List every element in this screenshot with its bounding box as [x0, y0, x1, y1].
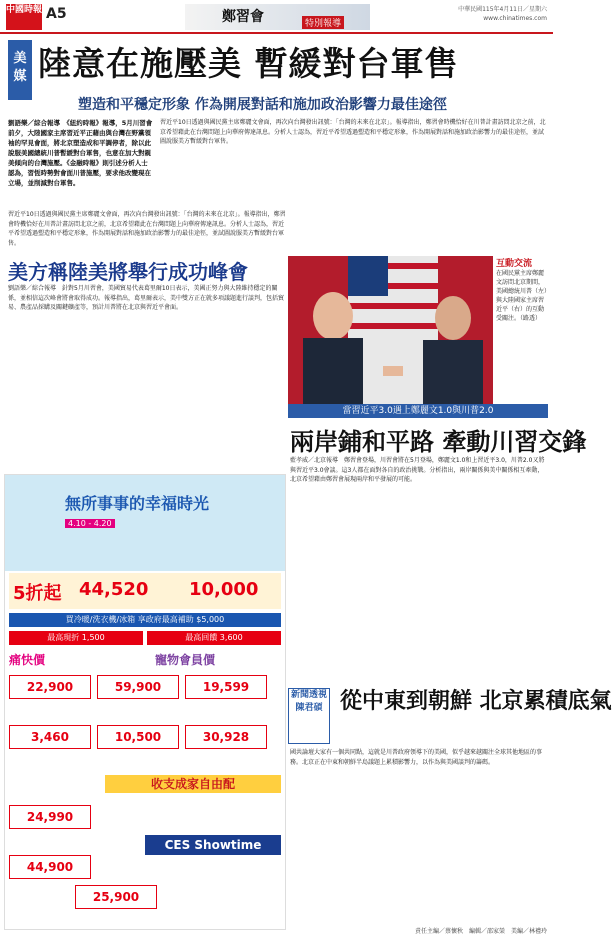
article3-body: 藍孝威／北京報導 鄭習會登場，川習會將在5月登場，鄭麗文1.0和上習近平3.0，川普2.0又將與習近平3.0會談。這3人都在面對各自的政治挑戰。分析指出，兩岸關係與美中關係相互牽動，北京希望藉由鄭習會展現兩岸和平發展的可能。 [290, 457, 545, 484]
ad-dates: 4.10 - 4.20 [65, 519, 115, 528]
ad-price-tag: 30,928 [185, 725, 267, 749]
date-line: 中華民國115年4月11日／星期六 www.chinatimes.com [458, 6, 547, 22]
ad-subsidy-banner: 買冷暖/洗衣機/冰箱 享政府最高補助 $5,000 [9, 613, 281, 627]
article4-body: 國共論壇大家有一個共同點，這就是川普政府領導下的美國，似乎越來越關注全球其他地區的事務。北京正在中東和朝鮮半島議題上累積影響力，以作為與美國談判的籌碼。 [290, 749, 543, 766]
article3-headline: 兩岸鋪和平路 牽動川習交鋒 [290, 428, 587, 456]
ad-price-tag: 59,900 [97, 675, 179, 699]
column-author: 陳君碩 [295, 703, 323, 713]
ad-section-2: 寵物會員價 [155, 653, 216, 667]
article4-headline: 從中東到朝鮮 北京累積底氣 [340, 689, 612, 714]
ad-price-tag: 24,990 [9, 805, 91, 829]
news-photo [288, 256, 493, 404]
section-subtitle: 特別報導 [302, 16, 344, 29]
page-code: A5 [46, 6, 67, 22]
photo-caption-bar: 當習近平3.0遇上鄭麗文1.0與川普2.0 [288, 404, 548, 418]
article-lede: 劉語樂／綜合報導 《紐約時報》報導，5月川習會前夕，大陸國家主席習近平正藉由與台灣在野黨領袖的罕見會面，將北京塑造成和平調停者，除以此說服美國總統川普暫緩對台軍售，也意在加大對親美傾向的台灣施壓。《金融時報》則引述分析人士認為，習恆時勢對會面川普施壓，要求他改變現在立場，並削減對台軍售。 [8, 119, 153, 187]
ad-brand: CES Showtime [145, 835, 281, 855]
ad-hero [5, 475, 285, 571]
main-headline: 陸意在施壓美 暫緩對台軍售 [38, 44, 459, 83]
ad-price-tag: 44,900 [9, 855, 91, 879]
photo-sidebar-caption: 在國民黨主席鄭麗文訪問北京期間，美國總統川普（左）與大陸國家主席習近平（右）的互動受關注。（路透） [496, 270, 548, 322]
article-body: 習近平10日透過與國民黨主席鄭麗文會面，再次向台灣發出訊號：「台灣的未來在北京」。報導指出，鄭習會時機恰好在川普計畫訪問北京之前，北京希望藉此在台灣問題上向華府傳達訊息。分析人士認為，習近平希望透過塑造和平穩定形象，作為開展對話和施加政治影響力的最佳途徑，並試圖說服美方暫緩對台軍售。 [8, 211, 286, 247]
masthead [0, 0, 553, 34]
news-analysis-box: 新聞透視 陳君碩 [288, 688, 330, 744]
ad-title: 無所事事的幸福時光 [65, 494, 210, 513]
photo-illustration [288, 256, 493, 404]
ad-tier-3: 10,000 [189, 579, 259, 600]
credits-line: 責任主編／蔡懷秋 編輯／邵家榮 美編／林禮玲 [414, 928, 547, 935]
ad-price-tag: 19,599 [185, 675, 267, 699]
photo-sidebar-title: 互動交流 [496, 259, 533, 269]
newspaper-logo: 中國時報 [6, 4, 42, 30]
section-title: 鄭習會 [222, 9, 264, 25]
article-tag: 美媒 [8, 40, 32, 100]
ad-price-tag: 22,900 [9, 675, 91, 699]
ad-tier-2: 44,520 [79, 579, 149, 600]
main-subheadline: 塑造和平穩定形象 作為開展對話和施加政治影響力最佳途徑 [78, 97, 447, 113]
ad-tier-1: 5折起 [13, 583, 62, 604]
ad-price-tag: 25,900 [75, 885, 157, 909]
ad-section-1: 痛快價 [9, 653, 46, 667]
article2-headline: 美方稱陸美將舉行成功峰會 [8, 260, 248, 284]
ad-tier-row [9, 573, 281, 609]
article2-body: 劉語樂／綜合報導 針對5月川習會，美國貿易代表葛里爾10日表示，美國正努力與大陸維持穩定的關係，並相信這次峰會將會取得成功。報導指出，葛里爾表示，美中雙方正在就多項議題進行談判，包括貿易、農產品採購及關鍵礦產等，預計川普將在北京與習近平會面。 [8, 285, 285, 312]
advertisement [4, 474, 286, 930]
ad-price-tag: 10,500 [97, 725, 179, 749]
ad-section-3: 收支成家自由配 [105, 775, 281, 793]
ad-promo-1: 最高現折 1,500 [9, 631, 143, 645]
ad-price-tag: 3,460 [9, 725, 91, 749]
ad-promo-2: 最高回饋 3,600 [147, 631, 281, 645]
article-body-continued: 習近平10日透過與國民黨主席鄭麗文會面，再次向台灣發出訊號：「台灣的未來在北京」。報導指出，鄭習會時機恰好在川普計畫訪問北京之前，北京希望藉此在台灣問題上向華府傳達訊息。分析人士認為，習近平希望透過塑造和平穩定形象，作為開展對話和施加政治影響力的最佳途徑，並試圖說服美方暫緩對台軍售。 [160, 119, 546, 146]
header-rule [0, 32, 553, 34]
photo-sidebar [496, 256, 548, 404]
